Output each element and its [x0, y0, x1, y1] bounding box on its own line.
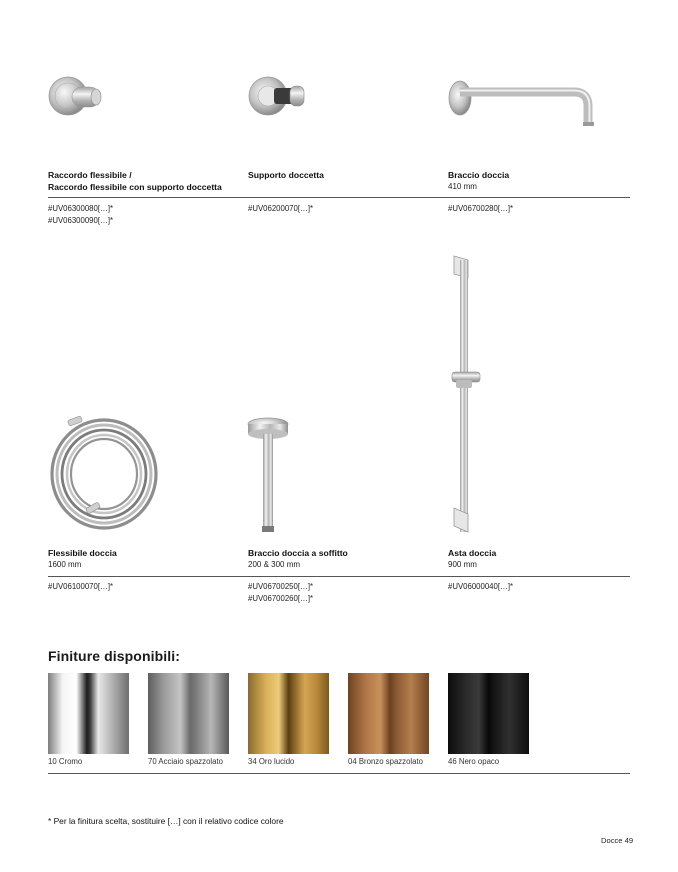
swatch-label: 70 Acciaio spazzolato [148, 757, 223, 766]
product-code: #UV06300090[…]* [48, 216, 114, 225]
ceiling-arm-icon [246, 414, 296, 536]
product-code: #UV06700260[…]* [248, 594, 314, 603]
swatch-label: 34 Oro lucido [248, 757, 295, 766]
shower-arm-icon [446, 76, 596, 130]
product-size: 200 & 300 mm [248, 560, 301, 569]
product-code: #UV06000040[…]* [448, 582, 514, 591]
swatch-chrome [48, 673, 129, 754]
wall-outlet-icon [46, 72, 106, 122]
product-title-line: Raccordo flessibile con supporto doccetta [48, 182, 222, 192]
product-code: #UV06700250[…]* [248, 582, 314, 591]
swatch-brushed-steel [148, 673, 229, 754]
product-size: 900 mm [448, 560, 477, 569]
product-title-6: Asta doccia [448, 548, 497, 558]
product-title-line: Raccordo flessibile / [48, 170, 132, 180]
swatch-gold [248, 673, 329, 754]
swatch-label: 04 Bronzo spazzolato [348, 757, 423, 766]
product-title-4: Flessibile doccia [48, 548, 117, 558]
product-size: 410 mm [448, 182, 477, 191]
swatch-label: 46 Nero opaco [448, 757, 500, 766]
product-title-5: Braccio doccia a soffitto [248, 548, 348, 558]
product-code: #UV06200070[…]* [248, 204, 314, 213]
product-size: 1600 mm [48, 560, 82, 569]
page-number: Docce 49 [601, 836, 634, 845]
finishes-heading: Finiture disponibili: [48, 648, 180, 664]
shower-rail-icon [446, 252, 486, 536]
shower-holder-icon [246, 72, 310, 122]
product-code: #UV06100070[…]* [48, 582, 114, 591]
swatch-bronze [348, 673, 429, 754]
bottom-divider [48, 773, 630, 774]
top-divider [48, 197, 630, 198]
product-title-3: Braccio doccia [448, 170, 510, 180]
product-title-1 [48, 169, 222, 193]
middle-divider [48, 576, 630, 577]
product-title-2: Supporto doccetta [248, 170, 324, 180]
footnote: * Per la finitura scelta, sostituire […] con il relativo codice colore [48, 816, 284, 826]
product-code: #UV06300080[…]* [48, 204, 114, 213]
product-code: #UV06700280[…]* [448, 204, 514, 213]
swatch-matte-black [448, 673, 529, 754]
shower-hose-icon [46, 412, 160, 534]
swatch-label: 10 Cromo [48, 757, 83, 766]
